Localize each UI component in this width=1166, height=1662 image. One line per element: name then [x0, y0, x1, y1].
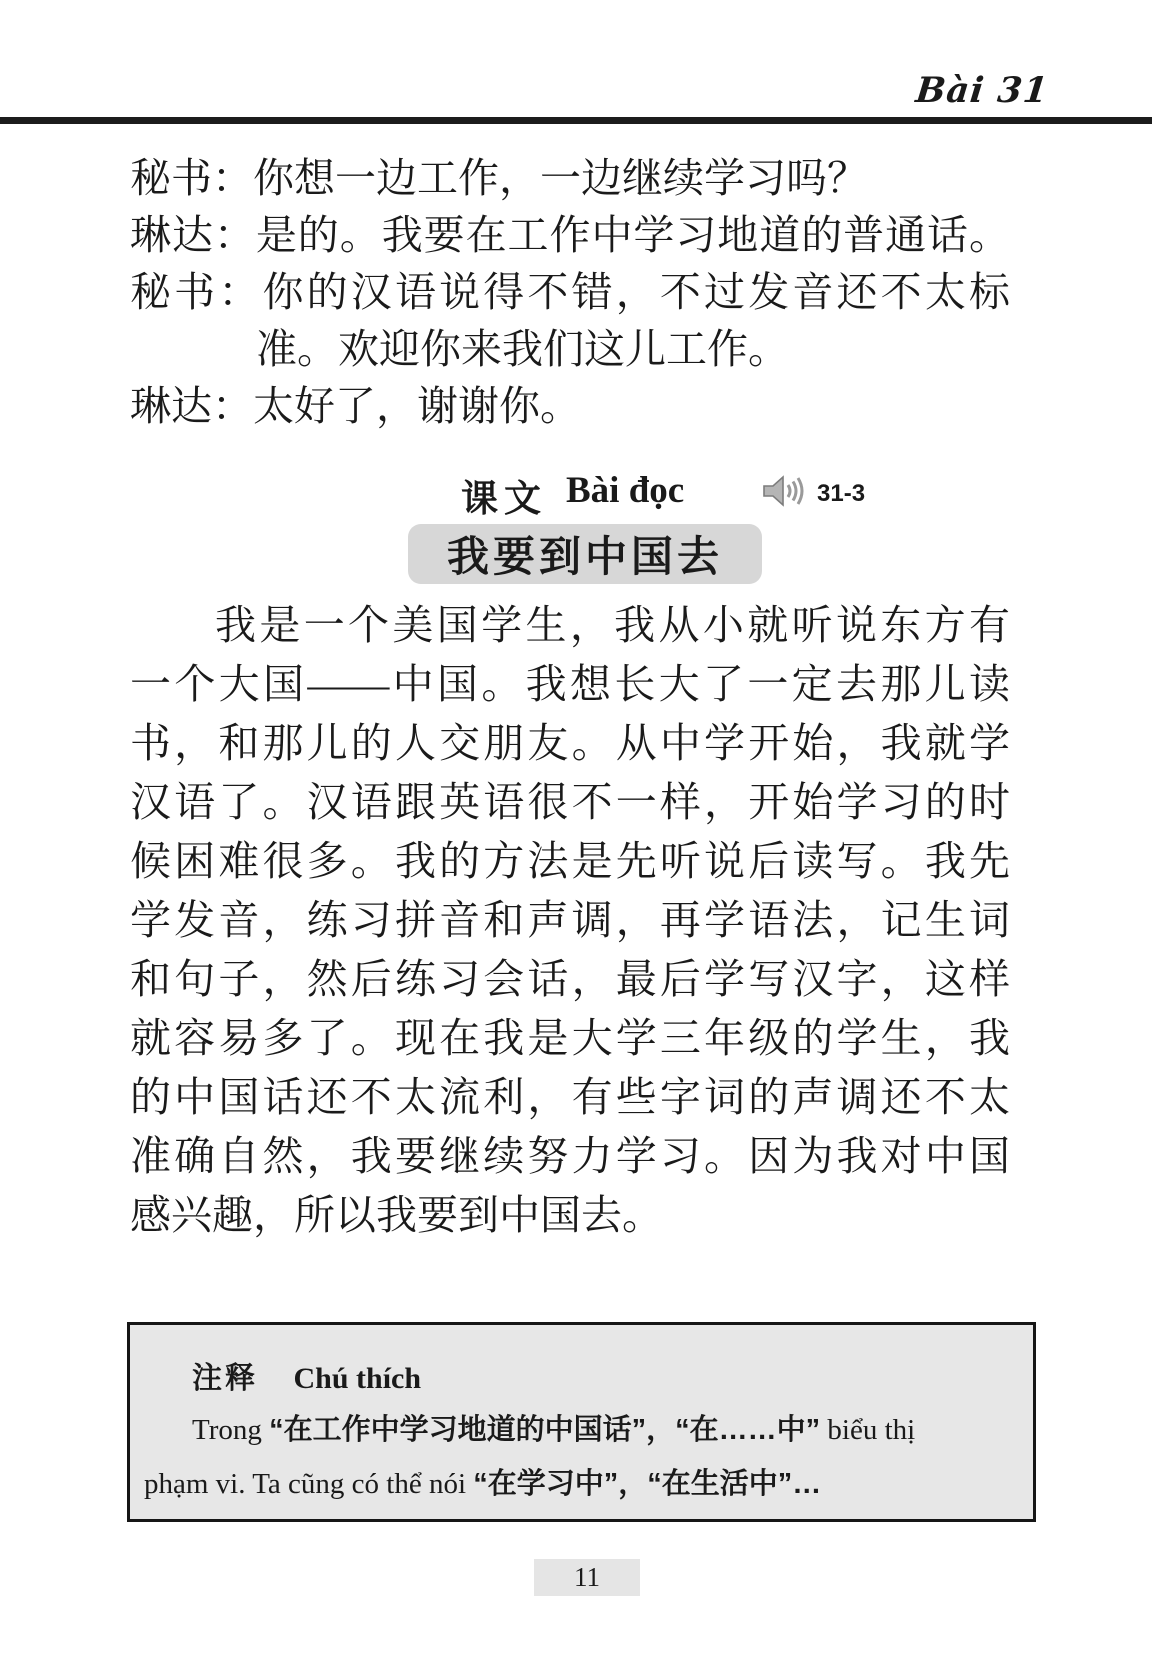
paragraph-line: 我是一个美国学生，我从小就听说东方有 — [215, 602, 1010, 648]
reading-section-header — [0, 468, 1166, 518]
dialogue-block — [130, 150, 1010, 435]
reading-title: 我要到中国去 — [446, 533, 723, 580]
dialogue-line: 秘书：你的汉语说得不错，不过发音还不太标 — [130, 269, 1010, 315]
paragraph-line: 感兴趣，所以我要到中国去。 — [130, 1192, 663, 1238]
section-title-vi: Bài đọc — [566, 470, 685, 511]
dialogue-line: 琳达：是的。我要在工作中学习地道的普通话。 — [130, 212, 1010, 258]
paragraph-line: 候困难很多。我的方法是先听说后读写。我先 — [130, 838, 1010, 884]
paragraph-line: 学发音，练习拼音和声调，再学语法，记生词 — [130, 897, 1010, 943]
notes-title — [192, 1353, 421, 1397]
paragraph-line: 书，和那儿的人交朋友。从中学开始，我就学 — [130, 720, 1010, 766]
paragraph-line: 一个大国——中国。我想长大了一定去那儿读 — [130, 661, 1010, 707]
paragraph-line: 的中国话还不太流利，有些字词的声调还不太 — [130, 1074, 1010, 1120]
notes-text-zh: “在工作中学习地道的中国话”， — [269, 1414, 676, 1446]
notes-title-vi: Chú thích — [293, 1362, 422, 1395]
dialogue-line: 秘书：你想一边工作，一边继续学习吗？ — [130, 155, 868, 201]
audio-track-label: 31-3 — [817, 479, 866, 507]
notes-text-zh: “在学习中”， — [473, 1468, 648, 1500]
notes-text-vi: phạm vi. Ta cũng có thể nói — [144, 1468, 474, 1500]
header-rule — [0, 117, 1152, 124]
notes-text-vi: biểu thị — [820, 1414, 916, 1446]
lesson-label: Bài 31 — [913, 70, 1051, 111]
notes-line — [144, 1461, 821, 1502]
dialogue-line: 琳达：太好了，谢谢你。 — [130, 383, 581, 429]
audio-track — [762, 474, 865, 513]
paragraph-line: 就容易多了。现在我是大学三年级的学生，我 — [130, 1015, 1010, 1061]
paragraph-line: 汉语了。汉语跟英语很不一样，开始学习的时 — [130, 779, 1010, 825]
notes-text-zh: “在……中” — [675, 1414, 821, 1446]
paragraph-line: 准确自然，我要继续努力学习。因为我对中国 — [130, 1133, 1010, 1179]
notes-text-vi: Trong — [192, 1414, 270, 1446]
notes-text-zh: “在生活中”… — [647, 1468, 822, 1500]
page-number: 11 — [534, 1559, 640, 1596]
reading-paragraph — [130, 596, 1010, 1245]
notes-box — [127, 1322, 1036, 1522]
notes-title-zh: 注释 — [192, 1362, 258, 1395]
section-title-zh: 课文 — [461, 478, 547, 519]
speaker-icon — [762, 474, 808, 513]
notes-line — [192, 1407, 915, 1448]
reading-title-box — [408, 524, 762, 584]
paragraph-line: 和句子，然后练习会话，最后学写汉字，这样 — [130, 956, 1010, 1002]
dialogue-line-continuation: 准。欢迎你来我们这儿工作。 — [256, 326, 789, 372]
